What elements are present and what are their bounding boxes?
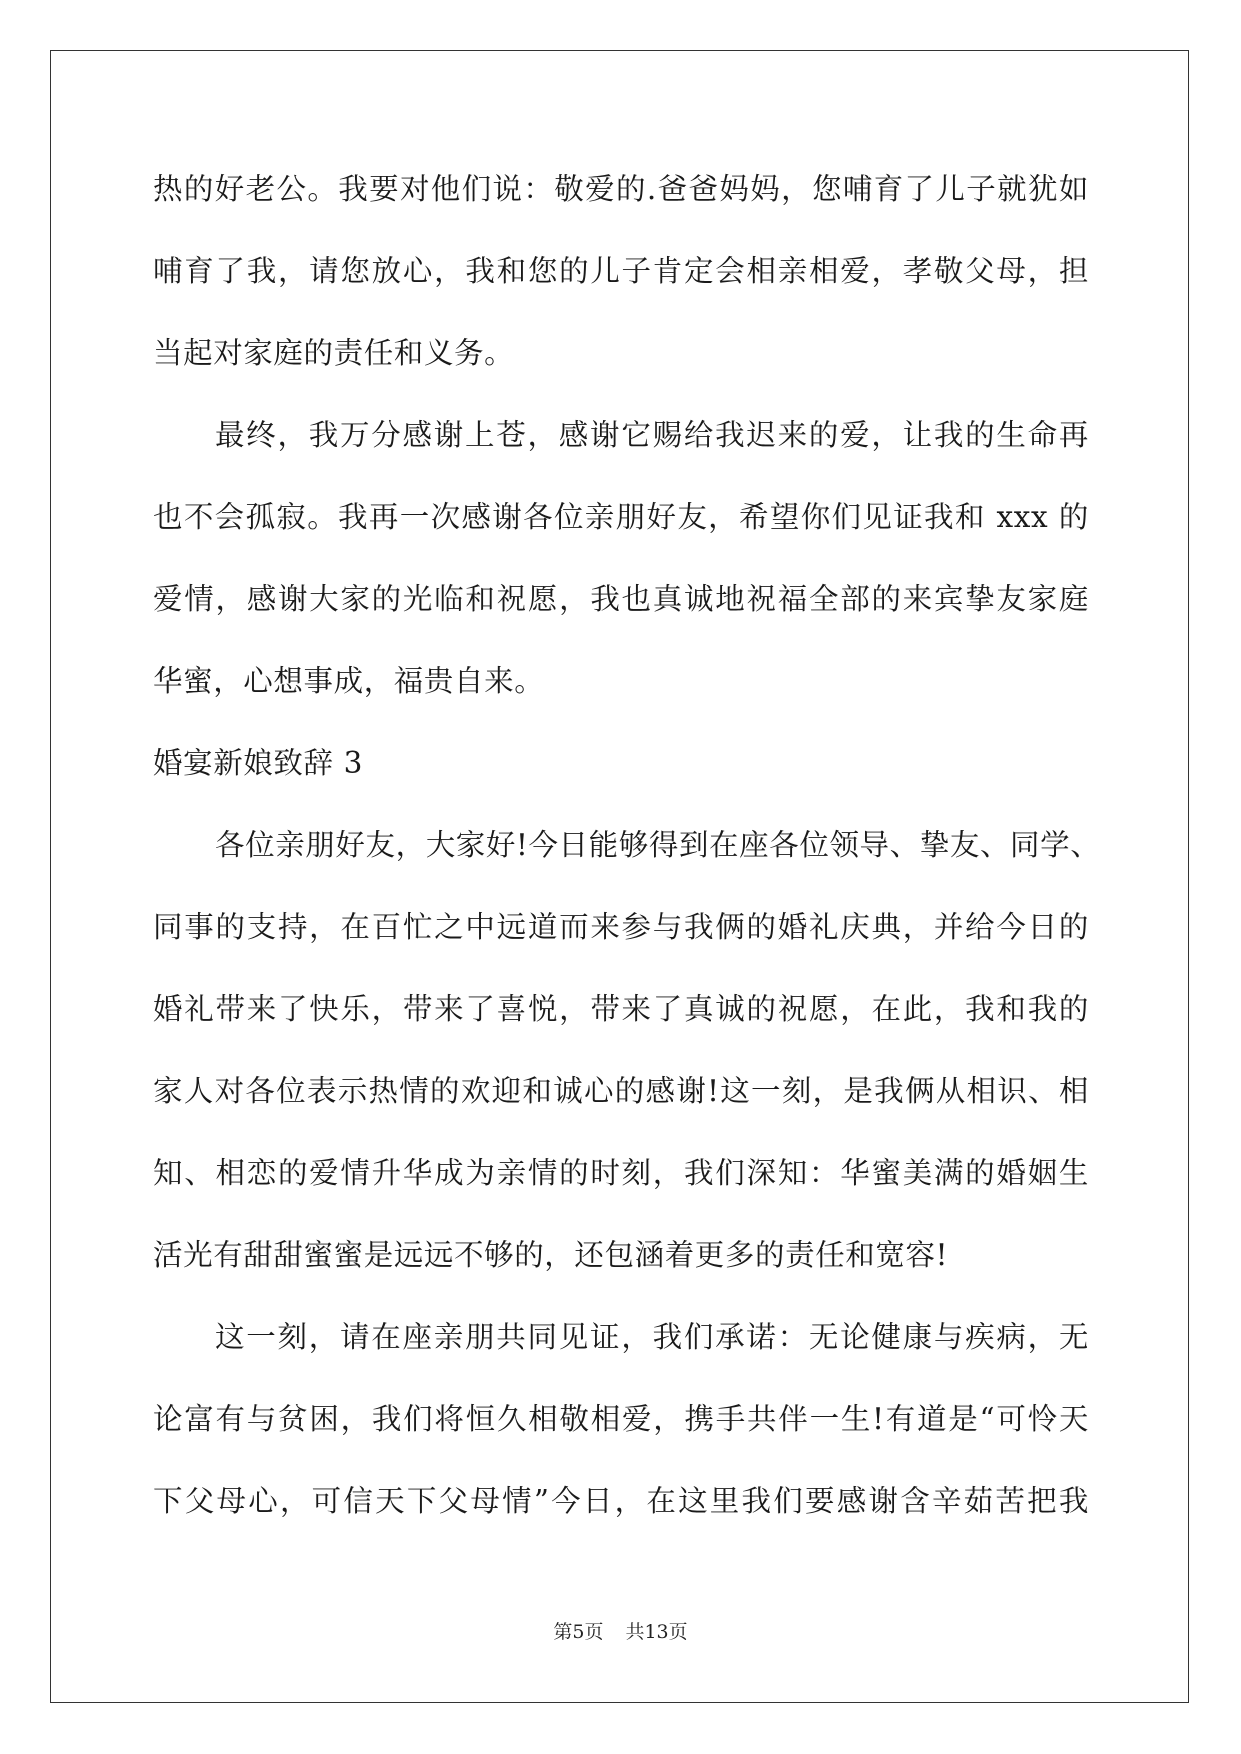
text-line: 下父母心，可信天下父母情”今日，在这里我们要感谢含辛茹苦把我	[153, 1484, 1089, 1518]
text-line: 最终，我万分感谢上苍，感谢它赐给我迟来的爱，让我的生命再	[215, 418, 1089, 452]
text-line: 知、相恋的爱情升华成为亲情的时刻，我们深知：华蜜美满的婚姻生	[153, 1156, 1089, 1190]
text-line: 当起对家庭的责任和义务。	[153, 336, 515, 370]
text-line: 同事的支持，在百忙之中远道而来参与我俩的婚礼庆典，并给今日的	[153, 910, 1089, 944]
section-heading: 婚宴新娘致辞 3	[153, 746, 363, 780]
text-line: 爱情，感谢大家的光临和祝愿，我也真诚地祝福全部的来宾挚友家庭	[153, 582, 1089, 616]
page-footer	[0, 1617, 1241, 1644]
text-line: 哺育了我，请您放心，我和您的儿子肯定会相亲相爱，孝敬父母，担	[153, 254, 1089, 288]
text-line: 婚礼带来了快乐，带来了喜悦，带来了真诚的祝愿，在此，我和我的	[153, 992, 1089, 1026]
text-line: 家人对各位表示热情的欢迎和诚心的感谢!这一刻，是我俩从相识、相	[153, 1074, 1089, 1108]
text-line: 华蜜，心想事成，福贵自来。	[153, 664, 545, 698]
text-line: 活光有甜甜蜜蜜是远远不够的，还包涵着更多的责任和宽容!	[153, 1238, 949, 1272]
text-line: 也不会孤寂。我再一次感谢各位亲朋好友，希望你们见证我和 xxx 的	[153, 500, 1089, 534]
page-number-total: 共13页	[625, 1621, 688, 1643]
page-number-current: 第5页	[553, 1621, 604, 1643]
text-line: 这一刻，请在座亲朋共同见证，我们承诺：无论健康与疾病，无	[215, 1320, 1089, 1354]
document-body	[153, 161, 1101, 1555]
text-line: 热的好老公。我要对他们说：敬爱的.爸爸妈妈，您哺育了儿子就犹如	[153, 172, 1089, 206]
text-line: 各位亲朋好友，大家好!今日能够得到在座各位领导、挚友、同学、	[215, 828, 1101, 862]
text-line: 论富有与贫困，我们将恒久相敬相爱，携手共伴一生!有道是“可怜天	[153, 1402, 1089, 1436]
